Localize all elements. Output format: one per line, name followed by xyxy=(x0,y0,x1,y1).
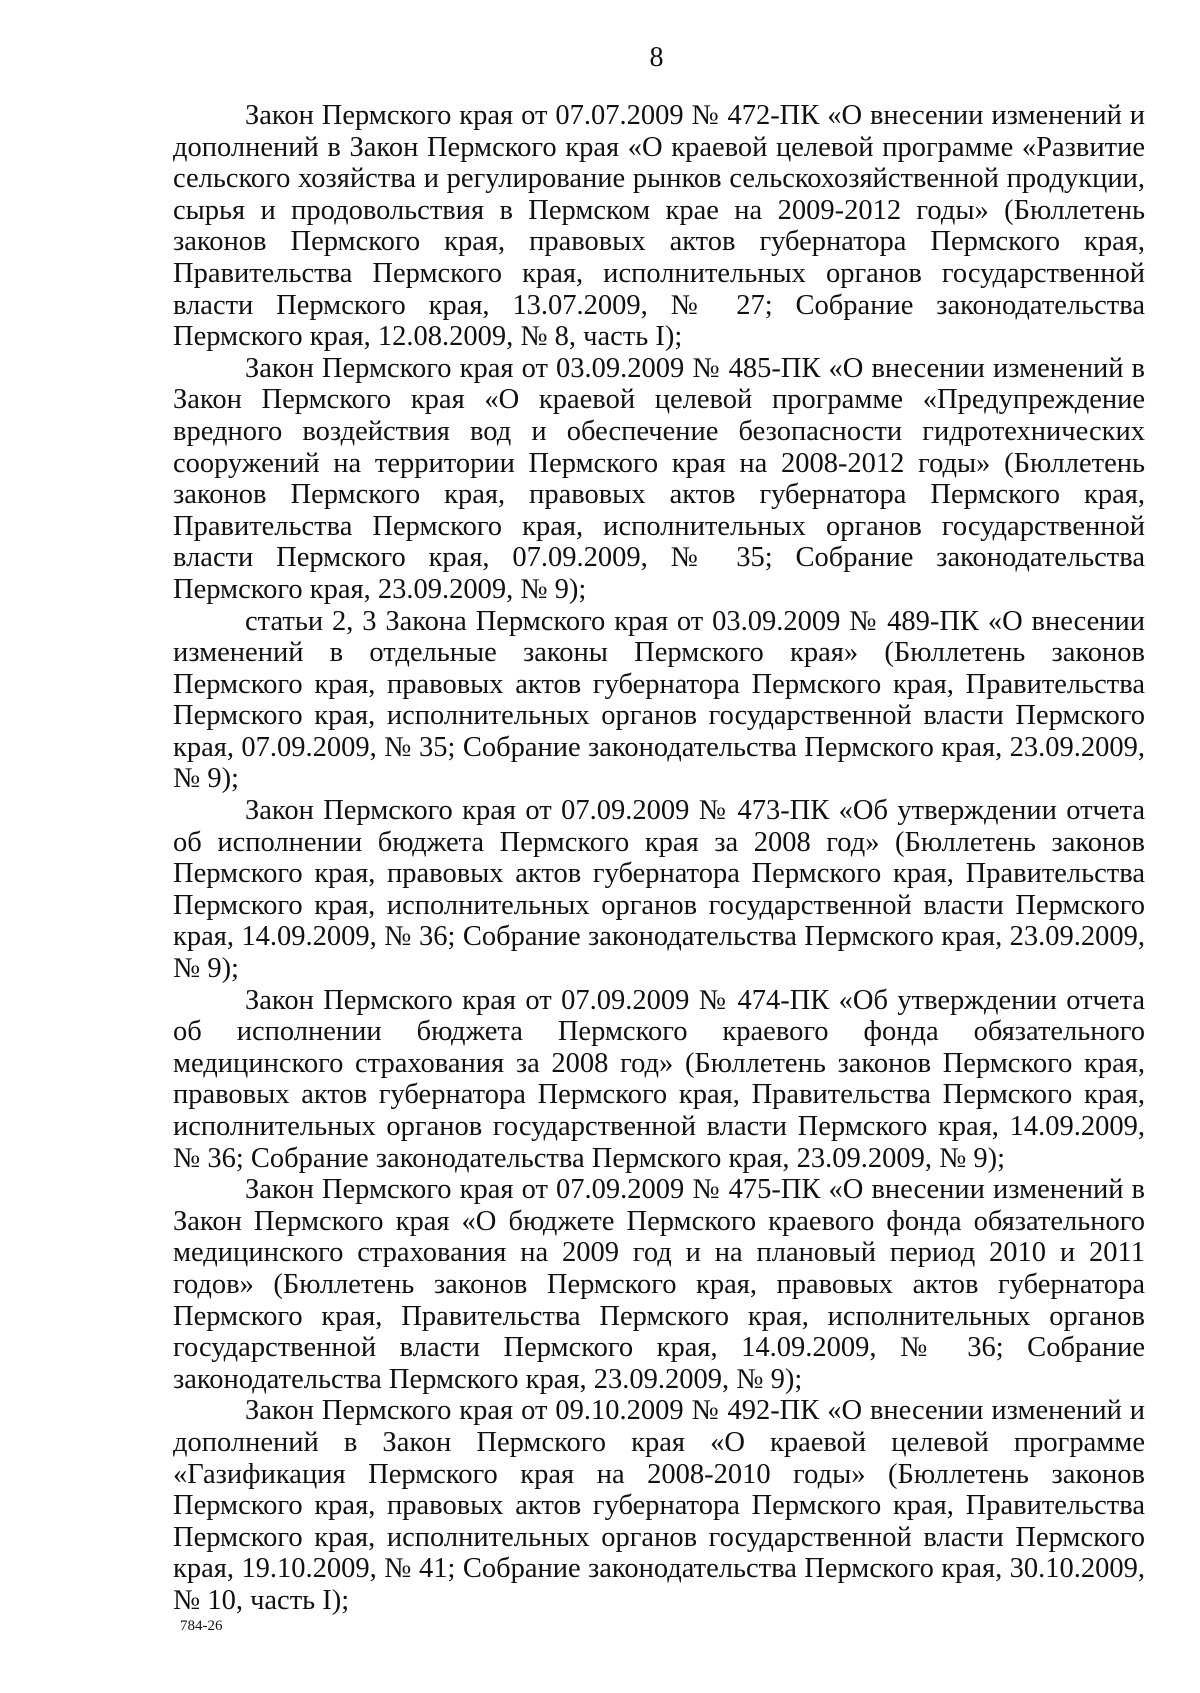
law-paragraph-2: Закон Пермского края от 03.09.2009 № 485-ПК «О внесении изменений в Закон Пермского края «О краевой целевой программе «Предупреждение вредного воздействия вод и обеспечение безопасности гидротехнических сооружений на территории Пермского края на 2008-2012 годы» (Бюллетень законов Пермского края, правовых актов губернатора Пермского края, Правительства Пермского края, исполнительных органов государственной власти Пермского края, 07.09.2009, № 35; Собрание законодательства Пермского края, 23.09.2009, № 9); xyxy=(173,352,1145,605)
law-paragraph-6: Закон Пермского края от 07.09.2009 № 475-ПК «О внесении изменений в Закон Пермского края «О бюджете Пермского краевого фонда обязательного медицинского страхования на 2009 год и на плановый период 2010 и 2011 годов» (Бюллетень законов Пермского края, правовых актов губернатора Пермского края, Правительства Пермского края, исполнительных органов государственной власти Пермского края, 14.09.2009, № 36; Собрание законодательства Пермского края, 23.09.2009, № 9); xyxy=(173,1174,1145,1395)
page-number: 8 xyxy=(649,42,664,73)
law-paragraph-1: Закон Пермского края от 07.07.2009 № 472-ПК «О внесении изменений и дополнений в Закон Пермского края «О краевой целевой программе «Развитие сельского хозяйства и регулирование рынков сельскохозяйственной продукции, сырья и продовольствия в Пермском крае на 2009-2012 годы» (Бюллетень законов Пермского края, правовых актов губернатора Пермского края, Правительства Пермского края, исполнительных органов государственной власти Пермского края, 13.07.2009, № 27; Собрание законодательства Пермского края, 12.08.2009, № 8, часть I); xyxy=(173,100,1145,353)
law-paragraph-5: Закон Пермского края от 07.09.2009 № 474-ПК «Об утверждении отчета об исполнении бюджета Пермского краевого фонда обязательного медицинского страхования за 2008 год» (Бюллетень законов Пермского края, правовых актов губернатора Пермского края, Правительства Пермского края, исполнительных органов государственной власти Пермского края, 14.09.2009, № 36; Собрание законодательства Пермского края, 23.09.2009, № 9); xyxy=(173,984,1145,1174)
law-paragraph-7: Закон Пермского края от 09.10.2009 № 492-ПК «О внесении изменений и дополнений в Закон Пермского края «О краевой целевой программе «Газификация Пермского края на 2008-2010 годы» (Бюллетень законов Пермского края, правовых актов губернатора Пермского края, Правительства Пермского края, исполнительных органов государственной власти Пермского края, 19.10.2009, № 41; Собрание законодательства Пермского края, 30.10.2009, № 10, часть I); xyxy=(173,1395,1145,1616)
law-paragraph-3: статьи 2, 3 Закона Пермского края от 03.09.2009 № 489-ПК «О внесении изменений в отдельные законы Пермского края» (Бюллетень законов Пермского края, правовых актов губернатора Пермского края, Правительства Пермского края, исполнительных органов государственной власти Пермского края, 07.09.2009, № 35; Собрание законодательства Пермского края, 23.09.2009, № 9); xyxy=(173,605,1145,795)
document-code: 784-26 xyxy=(180,1618,223,1634)
document-body xyxy=(173,100,1145,1617)
law-paragraph-4: Закон Пермского края от 07.09.2009 № 473-ПК «Об утверждении отчета об исполнении бюджета Пермского края за 2008 год» (Бюллетень законов Пермского края, правовых актов губернатора Пермского края, Правительства Пермского края, исполнительных органов государственной власти Пермского края, 14.09.2009, № 36; Собрание законодательства Пермского края, 23.09.2009, № 9); xyxy=(173,795,1145,985)
